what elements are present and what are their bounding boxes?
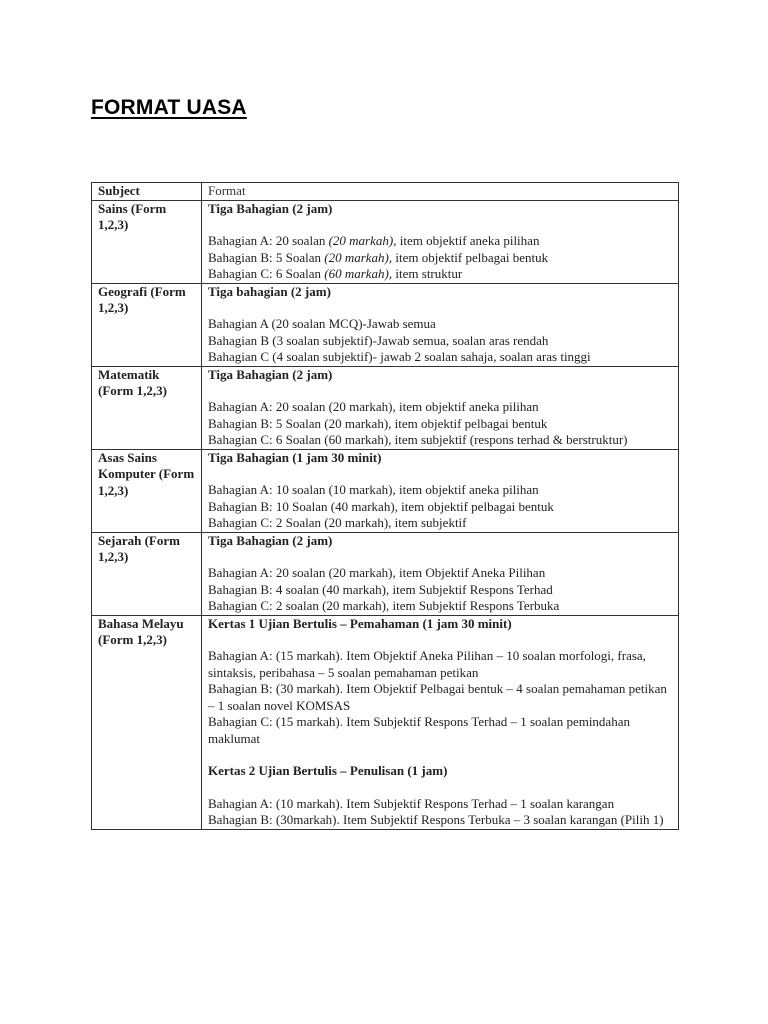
format-line xyxy=(208,499,672,516)
line-text: Bahagian B: 5 Soalan (20 markah), item objektif pelbagai bentuk xyxy=(208,415,548,431)
line-text: Bahagian A: (15 markah). Item Objektif Aneka Pilihan – 10 soalan morfologi, frasa, sintaksis, peribahasa – 5 soalan pemahaman petikan xyxy=(208,648,646,680)
line-text: Bahagian C: 2 Soalan (20 markah), item subjektif xyxy=(208,515,467,530)
format-heading: Tiga Bahagian (2 jam) xyxy=(208,366,333,382)
format-heading: Kertas 1 Ujian Bertulis – Pemahaman (1 jam 30 minit) xyxy=(208,615,512,631)
format-line xyxy=(208,250,672,267)
line-text: Bahagian A: 20 soalan (20 markah), item objektif aneka pilihan xyxy=(208,399,539,414)
format-line xyxy=(208,333,672,350)
line-text: Bahagian A (20 soalan MCQ)-Jawab semua xyxy=(208,316,436,331)
table-header-row xyxy=(92,183,679,201)
line-text: Bahagian C (4 soalan subjektif)- jawab 2 soalan sahaja, soalan aras tinggi xyxy=(208,349,591,364)
table-body xyxy=(92,200,679,829)
heading-spacer xyxy=(208,383,672,399)
heading-spacer xyxy=(208,780,672,796)
line-text: Bahagian B: 5 Soalan xyxy=(208,249,325,265)
heading-spacer xyxy=(208,549,672,565)
format-line xyxy=(208,812,672,829)
subject-cell: Asas Sains Komputer (Form 1,2,3) xyxy=(92,449,202,532)
header-format: Format xyxy=(202,183,679,201)
format-line xyxy=(208,399,672,416)
section-spacer xyxy=(208,747,672,763)
page-title: FORMAT UASA xyxy=(91,96,247,119)
format-line xyxy=(208,416,672,433)
format-line xyxy=(208,316,672,333)
subject-cell: Bahasa Melayu (Form 1,2,3) xyxy=(92,615,202,829)
line-text: Bahagian A: 20 soalan xyxy=(208,233,329,248)
format-cell xyxy=(202,366,679,449)
line-text: Bahagian C: 6 Soalan (60 markah), item subjektif (respons terhad & berstruktur) xyxy=(208,432,628,447)
format-cell xyxy=(202,283,679,366)
table-row xyxy=(92,283,679,366)
format-line xyxy=(208,582,672,599)
format-cell xyxy=(202,532,679,615)
marks-emphasis: (20 markah), xyxy=(328,233,397,248)
format-cell xyxy=(202,200,679,283)
line-text: Bahagian C: 2 soalan (20 markah), item Subjektif Respons Terbuka xyxy=(208,598,560,613)
table-row xyxy=(92,449,679,532)
format-table xyxy=(91,182,679,830)
format-cell xyxy=(202,615,679,829)
heading-spacer xyxy=(208,466,672,482)
line-text: Bahagian C: 6 Soalan xyxy=(208,266,325,281)
line-text: item objektif pelbagai bentuk xyxy=(392,249,549,265)
marks-emphasis: (60 markah), xyxy=(324,266,393,281)
format-line xyxy=(208,432,672,449)
format-line xyxy=(208,714,672,747)
heading-spacer xyxy=(208,632,672,648)
format-cell xyxy=(202,449,679,532)
line-text: Bahagian B: (30markah). Item Subjektif Respons Terbuka – 3 soalan karangan (Pilih 1) xyxy=(208,812,664,827)
line-text: Bahagian B (3 soalan subjektif)-Jawab semua, soalan aras rendah xyxy=(208,332,549,348)
format-heading: Tiga Bahagian (2 jam) xyxy=(208,532,333,548)
format-line xyxy=(208,565,672,582)
format-line xyxy=(208,598,672,615)
format-line xyxy=(208,681,672,714)
line-text: Bahagian A: 10 soalan (10 markah), item objektif aneka pilihan xyxy=(208,482,539,497)
header-subject: Subject xyxy=(92,183,202,201)
line-text: Bahagian C: (15 markah). Item Subjektif Respons Terhad – 1 soalan pemindahan maklumat xyxy=(208,714,630,746)
subject-cell: Sains (Form 1,2,3) xyxy=(92,200,202,283)
line-text: Bahagian B: (30 markah). Item Objektif Pelbagai bentuk – 4 soalan pemahaman petikan – 1 soalan novel KOMSAS xyxy=(208,681,667,713)
format-heading: Kertas 2 Ujian Bertulis – Penulisan (1 jam) xyxy=(208,763,448,778)
format-heading: Tiga Bahagian (2 jam) xyxy=(208,200,333,216)
format-line xyxy=(208,482,672,499)
line-text: Bahagian A: (10 markah). Item Subjektif Respons Terhad – 1 soalan karangan xyxy=(208,795,615,811)
table-row xyxy=(92,615,679,829)
format-line xyxy=(208,796,672,813)
heading-spacer xyxy=(208,217,672,233)
format-line xyxy=(208,349,672,366)
table-row xyxy=(92,366,679,449)
line-text: Bahagian B: 4 soalan (40 markah), item Subjektif Respons Terhad xyxy=(208,581,553,597)
line-text: Bahagian A: 20 soalan (20 markah), item Objektif Aneka Pilihan xyxy=(208,565,546,580)
line-text: item struktur xyxy=(392,266,463,281)
table-row xyxy=(92,200,679,283)
line-text: item objektif aneka pilihan xyxy=(396,233,540,248)
format-heading: Tiga bahagian (2 jam) xyxy=(208,283,331,299)
subject-cell: Matematik (Form 1,2,3) xyxy=(92,366,202,449)
table-row xyxy=(92,532,679,615)
heading-spacer xyxy=(208,300,672,316)
format-line xyxy=(208,233,672,250)
format-line xyxy=(208,515,672,532)
format-line xyxy=(208,266,672,283)
subject-cell: Sejarah (Form 1,2,3) xyxy=(92,532,202,615)
subject-cell: Geografi (Form 1,2,3) xyxy=(92,283,202,366)
marks-emphasis: (20 markah), xyxy=(324,249,393,265)
format-line xyxy=(208,648,672,681)
line-text: Bahagian B: 10 Soalan (40 markah), item objektif pelbagai bentuk xyxy=(208,498,554,514)
format-heading: Tiga Bahagian (1 jam 30 minit) xyxy=(208,449,382,465)
